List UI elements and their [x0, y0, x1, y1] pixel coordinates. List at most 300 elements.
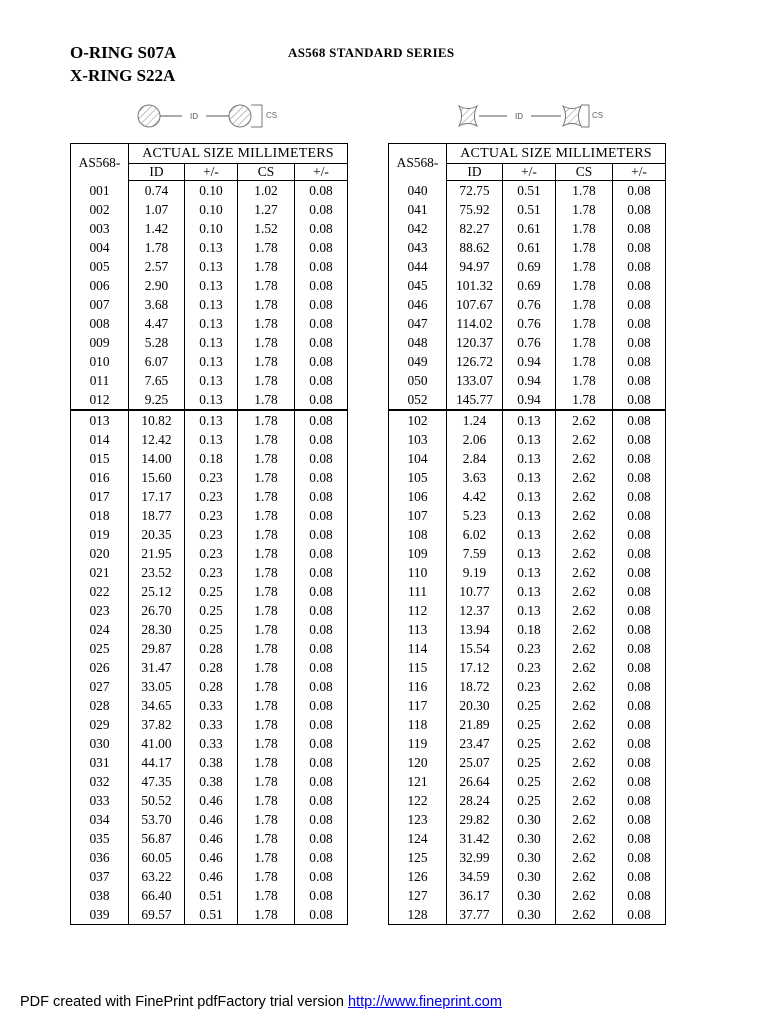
- id-value: 120.37: [447, 333, 503, 352]
- table-row: [389, 257, 666, 276]
- id-tolerance: 0.13: [185, 410, 238, 430]
- table-row: [71, 715, 348, 734]
- id-tolerance: 0.13: [503, 506, 556, 525]
- table-row: [71, 886, 348, 905]
- table-row: [71, 352, 348, 371]
- id-tolerance: 0.46: [185, 829, 238, 848]
- cs-value: 1.78: [556, 295, 613, 314]
- as568-number: 013: [71, 410, 129, 430]
- oring-cross-section-diagram: [134, 102, 284, 132]
- id-tolerance: 0.25: [503, 791, 556, 810]
- table-row: [389, 639, 666, 658]
- id-tolerance: 0.13: [185, 430, 238, 449]
- table-row: [71, 867, 348, 886]
- cs-value: 2.62: [556, 544, 613, 563]
- cs-value: 1.78: [238, 791, 295, 810]
- id-value: 29.82: [447, 810, 503, 829]
- as568-number: 125: [389, 848, 447, 867]
- id-tolerance: 0.76: [503, 333, 556, 352]
- cs-tolerance: 0.08: [309, 717, 333, 732]
- as568-number: 010: [71, 352, 129, 371]
- cs-tolerance: 0.08: [309, 354, 333, 369]
- cs-tolerance: 0.08: [627, 660, 651, 675]
- as568-number: 012: [71, 390, 129, 410]
- id-value: 94.97: [447, 257, 503, 276]
- cs-tolerance: 0.08: [627, 850, 651, 865]
- cs-tolerance: 0.08: [627, 888, 651, 903]
- id-value: 10.77: [447, 582, 503, 601]
- as568-number: 039: [71, 905, 129, 925]
- as568-number: 115: [389, 658, 447, 677]
- id-tolerance: 0.30: [503, 886, 556, 905]
- cs-tolerance: 0.08: [627, 451, 651, 466]
- table-row: [71, 810, 348, 829]
- id-tolerance: 0.46: [185, 791, 238, 810]
- id-value: 25.12: [129, 582, 185, 601]
- as568-number: 105: [389, 468, 447, 487]
- id-value: 4.47: [129, 314, 185, 333]
- cs-value: 2.62: [556, 658, 613, 677]
- cs-value: 1.52: [238, 219, 295, 238]
- as568-number: 104: [389, 449, 447, 468]
- id-value: 28.24: [447, 791, 503, 810]
- xring-cross-section-diagram: [455, 102, 615, 132]
- id-value: 7.65: [129, 371, 185, 390]
- as568-number: 102: [389, 410, 447, 430]
- id-tolerance: 0.94: [503, 352, 556, 371]
- cs-value: 1.78: [556, 352, 613, 371]
- cs-value: 1.78: [238, 525, 295, 544]
- as568-number: 119: [389, 734, 447, 753]
- as568-number: 103: [389, 430, 447, 449]
- id-tolerance: 0.13: [185, 314, 238, 333]
- cs-tolerance: 0.08: [309, 489, 333, 504]
- table-row: [389, 410, 666, 430]
- table-row: [71, 696, 348, 715]
- actual-size-header: ACTUAL SIZE MILLIMETERS: [129, 144, 348, 164]
- id-tolerance: 0.13: [503, 563, 556, 582]
- table-row: [389, 582, 666, 601]
- as568-number: 035: [71, 829, 129, 848]
- table-row: [71, 238, 348, 257]
- table-row: [389, 238, 666, 257]
- cs-value: 2.62: [556, 410, 613, 430]
- as568-number: 004: [71, 238, 129, 257]
- as568-number: 008: [71, 314, 129, 333]
- cs-tolerance: 0.08: [309, 565, 333, 580]
- as568-number: 050: [389, 371, 447, 390]
- cs-value: 1.78: [238, 715, 295, 734]
- id-value: 20.30: [447, 696, 503, 715]
- cs-value: 1.78: [238, 468, 295, 487]
- table-row: [71, 390, 348, 410]
- table-row: [389, 276, 666, 295]
- as568-number: 024: [71, 620, 129, 639]
- id-tolerance: 0.13: [185, 390, 238, 410]
- cs-value: 1.78: [238, 506, 295, 525]
- cs-value: 1.78: [556, 238, 613, 257]
- cs-value: 2.62: [556, 563, 613, 582]
- cs-value: 1.78: [556, 276, 613, 295]
- table-row: [389, 601, 666, 620]
- cs-tolerance: 0.08: [309, 888, 333, 903]
- table-row: [71, 677, 348, 696]
- fineprint-link[interactable]: http://www.fineprint.com: [347, 994, 502, 1010]
- cs-value: 1.78: [238, 544, 295, 563]
- id-tolerance: 0.23: [185, 506, 238, 525]
- id-tolerance: 0.28: [185, 639, 238, 658]
- cs-value: 2.62: [556, 582, 613, 601]
- diagram-id-label: ID: [515, 112, 523, 121]
- cs-tolerance: 0.08: [627, 297, 651, 312]
- as568-number: 112: [389, 601, 447, 620]
- as568-number: 114: [389, 639, 447, 658]
- cs-value: 2.62: [556, 430, 613, 449]
- cs-tolerance: 0.08: [627, 869, 651, 884]
- cs-tolerance: 0.08: [309, 907, 333, 922]
- cs-tolerance: 0.08: [309, 584, 333, 599]
- id-value: 9.19: [447, 563, 503, 582]
- id-tolerance: 0.33: [185, 715, 238, 734]
- as568-number: 037: [71, 867, 129, 886]
- table-row: [71, 449, 348, 468]
- diagram-cs-label: CS: [266, 111, 278, 120]
- id-tolerance: 0.51: [503, 200, 556, 219]
- table-row: [389, 772, 666, 791]
- cs-value: 1.78: [556, 219, 613, 238]
- size-table-right: [388, 143, 666, 925]
- cs-value: 1.78: [238, 810, 295, 829]
- cs-value: 1.02: [238, 181, 295, 201]
- as568-number: 128: [389, 905, 447, 925]
- id-value: 107.67: [447, 295, 503, 314]
- id-tolerance: 0.69: [503, 276, 556, 295]
- as568-number: 002: [71, 200, 129, 219]
- id-tolerance: 0.30: [503, 867, 556, 886]
- title-xring: X-RING S22A: [70, 66, 176, 85]
- as568-number: 019: [71, 525, 129, 544]
- table-row: [389, 620, 666, 639]
- table-row: [71, 582, 348, 601]
- cs-tolerance: 0.08: [309, 240, 333, 255]
- table-row: [71, 506, 348, 525]
- cs-value: 1.78: [238, 829, 295, 848]
- table-row: [389, 715, 666, 734]
- as568-number: 113: [389, 620, 447, 639]
- id-tolerance: 0.25: [503, 772, 556, 791]
- cs-tolerance: 0.08: [309, 755, 333, 770]
- cs-tolerance: 0.08: [627, 508, 651, 523]
- table-row: [71, 601, 348, 620]
- as568-number: 111: [389, 582, 447, 601]
- id-tolerance: 0.23: [185, 525, 238, 544]
- id-value: 15.54: [447, 639, 503, 658]
- cs-tolerance: 0.08: [309, 392, 333, 407]
- cs-value: 1.78: [238, 352, 295, 371]
- id-value: 75.92: [447, 200, 503, 219]
- id-value: 26.70: [129, 601, 185, 620]
- cs-tolerance: 0.08: [627, 698, 651, 713]
- as568-number: 120: [389, 753, 447, 772]
- id-tolerance: 0.30: [503, 905, 556, 925]
- as568-number: 042: [389, 219, 447, 238]
- id-value: 17.17: [129, 487, 185, 506]
- id-tolerance: 0.38: [185, 753, 238, 772]
- diagram-id-label: ID: [190, 112, 198, 121]
- table-row: [389, 181, 666, 201]
- cs-value: 2.62: [556, 620, 613, 639]
- table-row: [71, 333, 348, 352]
- id-value: 6.07: [129, 352, 185, 371]
- id-value: 13.94: [447, 620, 503, 639]
- id-tolerance: 0.25: [503, 753, 556, 772]
- id-value: 34.65: [129, 696, 185, 715]
- cs-tolerance: 0.08: [627, 793, 651, 808]
- as568-number: 036: [71, 848, 129, 867]
- id-tolerance: 0.46: [185, 810, 238, 829]
- as568-number: 049: [389, 352, 447, 371]
- series-title: AS568 STANDARD SERIES: [288, 45, 455, 60]
- id-value: 145.77: [447, 390, 503, 410]
- as568-number: 014: [71, 430, 129, 449]
- id-tolerance: 0.13: [185, 238, 238, 257]
- id-tolerance: 0.25: [185, 620, 238, 639]
- as568-number: 107: [389, 506, 447, 525]
- as568-number: 108: [389, 525, 447, 544]
- cs-value: 2.62: [556, 791, 613, 810]
- table-row: [389, 371, 666, 390]
- id-tolerance: 0.13: [503, 430, 556, 449]
- id-tolerance: 0.51: [185, 886, 238, 905]
- id-value: 1.07: [129, 200, 185, 219]
- actual-size-header: ACTUAL SIZE MILLIMETERS: [447, 144, 666, 164]
- table-row: [71, 734, 348, 753]
- cs-value: 2.62: [556, 753, 613, 772]
- id-tolerance: 0.46: [185, 848, 238, 867]
- cs-tolerance: 0.08: [627, 812, 651, 827]
- id-value: 3.68: [129, 295, 185, 314]
- id-tolerance: 0.33: [185, 696, 238, 715]
- as568-number: 028: [71, 696, 129, 715]
- id-value: 7.59: [447, 544, 503, 563]
- as568-number: 043: [389, 238, 447, 257]
- cs-value: 1.78: [238, 238, 295, 257]
- cs-tolerance: 0.08: [309, 546, 333, 561]
- id-tolerance: 0.18: [185, 449, 238, 468]
- id-tolerance: 0.51: [185, 905, 238, 925]
- cs-value: 1.78: [238, 696, 295, 715]
- id-tolerance: 0.25: [503, 696, 556, 715]
- id-header: ID: [129, 164, 185, 181]
- cs-value: 1.78: [238, 449, 295, 468]
- cs-value: 1.78: [238, 772, 295, 791]
- cs-value: 1.78: [556, 333, 613, 352]
- table-row: [71, 791, 348, 810]
- cs-tolerance: 0.08: [627, 527, 651, 542]
- cs-tolerance: 0.08: [309, 869, 333, 884]
- id-value: 9.25: [129, 390, 185, 410]
- cs-tolerance: 0.08: [627, 354, 651, 369]
- table-row: [71, 563, 348, 582]
- table-row: [389, 525, 666, 544]
- id-tolerance: 0.76: [503, 314, 556, 333]
- as568-number: 022: [71, 582, 129, 601]
- id-tolerance: 0.23: [185, 487, 238, 506]
- cs-value: 1.78: [238, 257, 295, 276]
- table-row: [71, 181, 348, 201]
- id-value: 21.95: [129, 544, 185, 563]
- as568-number: 032: [71, 772, 129, 791]
- cs-value: 2.62: [556, 487, 613, 506]
- id-value: 82.27: [447, 219, 503, 238]
- cs-value: 1.78: [556, 257, 613, 276]
- cs-tolerance: 0.08: [627, 679, 651, 694]
- as568-number: 023: [71, 601, 129, 620]
- cs-tolerance: 0.08: [627, 584, 651, 599]
- cs-value: 2.62: [556, 848, 613, 867]
- table-row: [71, 639, 348, 658]
- table-row: [71, 772, 348, 791]
- id-value: 23.52: [129, 563, 185, 582]
- id-value: 66.40: [129, 886, 185, 905]
- cs-value: 1.78: [556, 181, 613, 201]
- table-row: [71, 468, 348, 487]
- as568-number: 017: [71, 487, 129, 506]
- id-value: 26.64: [447, 772, 503, 791]
- cs-value: 2.62: [556, 772, 613, 791]
- title-oring: O-RING S07A: [70, 43, 177, 62]
- cs-tolerance: 0.08: [309, 316, 333, 331]
- cs-tolerance: 0.08: [627, 221, 651, 236]
- id-value: 2.90: [129, 276, 185, 295]
- cs-tolerance: 0.08: [309, 831, 333, 846]
- as568-number: 045: [389, 276, 447, 295]
- as568-number: 001: [71, 181, 129, 201]
- table-row: [389, 810, 666, 829]
- id-value: 1.78: [129, 238, 185, 257]
- id-value: 12.42: [129, 430, 185, 449]
- cs-value: 1.78: [238, 658, 295, 677]
- table-row: [71, 430, 348, 449]
- id-tolerance: 0.13: [185, 295, 238, 314]
- id-value: 2.84: [447, 449, 503, 468]
- id-tolerance: 0.61: [503, 238, 556, 257]
- id-tolerance-header: +/-: [185, 164, 238, 181]
- id-tolerance: 0.13: [503, 544, 556, 563]
- id-tolerance: 0.51: [503, 181, 556, 201]
- as568-number: 021: [71, 563, 129, 582]
- table-row: [389, 905, 666, 925]
- table-row: [389, 734, 666, 753]
- table-row: [389, 867, 666, 886]
- cs-value: 1.78: [238, 886, 295, 905]
- table-row: [71, 620, 348, 639]
- cs-tolerance-header: +/-: [295, 164, 348, 181]
- cs-tolerance: 0.08: [309, 793, 333, 808]
- id-tolerance: 0.13: [185, 352, 238, 371]
- cs-tolerance: 0.08: [627, 278, 651, 293]
- cs-value: 1.27: [238, 200, 295, 219]
- table-row: [389, 219, 666, 238]
- id-value: 31.47: [129, 658, 185, 677]
- cs-value: 2.62: [556, 639, 613, 658]
- cs-tolerance: 0.08: [309, 679, 333, 694]
- as568-number: 029: [71, 715, 129, 734]
- cs-value: 1.78: [556, 371, 613, 390]
- cs-tolerance: 0.08: [627, 774, 651, 789]
- table-row: [71, 410, 348, 430]
- cs-value: 1.78: [238, 487, 295, 506]
- cs-tolerance: 0.08: [627, 373, 651, 388]
- cs-tolerance: 0.08: [309, 202, 333, 217]
- table-row: [71, 544, 348, 563]
- id-tolerance: 0.13: [503, 525, 556, 544]
- cs-tolerance: 0.08: [627, 489, 651, 504]
- id-value: 53.70: [129, 810, 185, 829]
- id-value: 37.82: [129, 715, 185, 734]
- table-row: [71, 658, 348, 677]
- cs-tolerance: 0.08: [309, 432, 333, 447]
- as568-number: 041: [389, 200, 447, 219]
- id-tolerance: 0.76: [503, 295, 556, 314]
- cs-tolerance: 0.08: [627, 335, 651, 350]
- id-tolerance: 0.61: [503, 219, 556, 238]
- cs-tolerance: 0.08: [627, 565, 651, 580]
- id-value: 28.30: [129, 620, 185, 639]
- cs-tolerance: 0.08: [613, 410, 666, 430]
- id-value: 2.57: [129, 257, 185, 276]
- id-value: 63.22: [129, 867, 185, 886]
- id-value: 0.74: [129, 181, 185, 201]
- cs-tolerance: 0.08: [309, 221, 333, 236]
- cs-value: 1.78: [238, 333, 295, 352]
- cs-tolerance: 0.08: [627, 316, 651, 331]
- cs-value: 1.78: [238, 390, 295, 410]
- as568-number: 030: [71, 734, 129, 753]
- as568-number: 127: [389, 886, 447, 905]
- as568-number: 048: [389, 333, 447, 352]
- cs-value: 1.78: [556, 390, 613, 410]
- id-value: 25.07: [447, 753, 503, 772]
- id-value: 5.23: [447, 506, 503, 525]
- cs-tolerance: 0.08: [309, 508, 333, 523]
- cs-tolerance: 0.08: [627, 603, 651, 618]
- table-row: [71, 314, 348, 333]
- cs-tolerance: 0.08: [627, 755, 651, 770]
- cs-value: 2.62: [556, 468, 613, 487]
- cs-value: 1.78: [238, 620, 295, 639]
- table-row: [71, 257, 348, 276]
- id-tolerance: 0.23: [185, 563, 238, 582]
- as568-number: 027: [71, 677, 129, 696]
- cs-tolerance: 0.08: [627, 432, 651, 447]
- cs-tolerance: 0.08: [627, 392, 651, 407]
- id-value: 126.72: [447, 352, 503, 371]
- id-value: 2.06: [447, 430, 503, 449]
- table-row: [71, 525, 348, 544]
- cs-tolerance: 0.08: [309, 641, 333, 656]
- id-value: 34.59: [447, 867, 503, 886]
- cs-header: CS: [238, 164, 295, 181]
- as568-number: 018: [71, 506, 129, 525]
- id-tolerance: 0.23: [185, 468, 238, 487]
- id-value: 36.17: [447, 886, 503, 905]
- id-tolerance: 0.30: [503, 829, 556, 848]
- cs-value: 1.78: [238, 753, 295, 772]
- as568-number: 006: [71, 276, 129, 295]
- as568-number: 117: [389, 696, 447, 715]
- cs-value: 1.78: [238, 905, 295, 925]
